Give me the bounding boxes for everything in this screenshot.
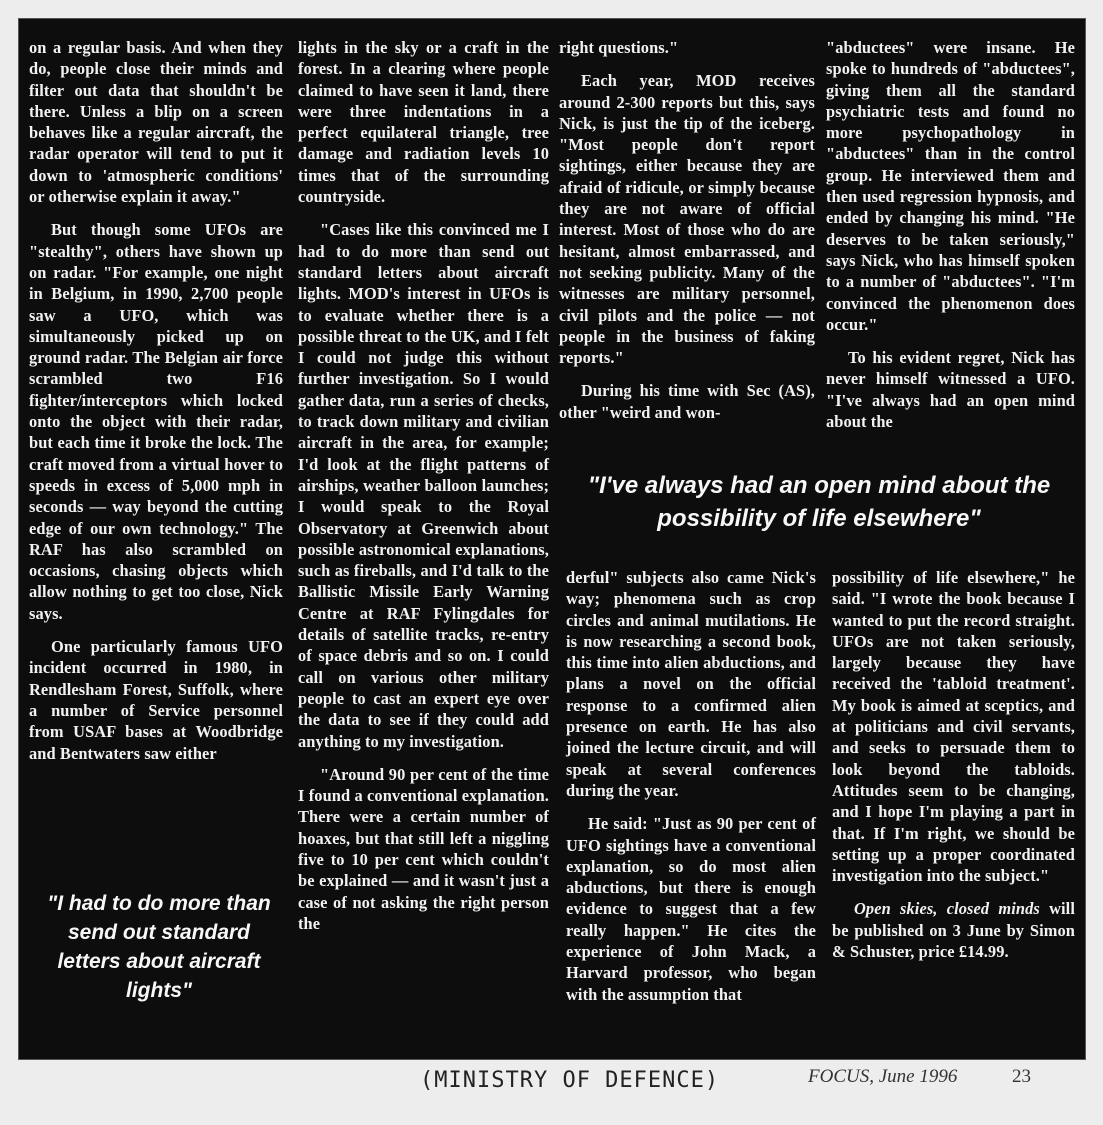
newspaper-clipping [18,18,1086,1060]
paragraph: on a regular basis. And when they do, people close their minds and filter out data that shouldn't be there. Unless a blip on a screen behaves like a regular aircraft, the radar operator will tend to put it down to 'atmospheric conditions' or otherwise explain it away." [29,38,283,207]
article-column-4-lower [832,567,1075,962]
book-publication-details: will be published on 3 June by Simon & Schuster, price £14.99. [832,899,1075,962]
paragraph: derful" subjects also came Nick's way; phenomena such as crop circles and animal mutilations. He is now researching a second book, this time into alien abductions, and plans a novel on the official response to a confirmed alien presence on earth. He has also joined the lecture circuit, and will speak at several conferences during the year. [566,568,816,800]
article-column-3-lower [566,567,816,1005]
paragraph: "abductees" were insane. He spoke to hundreds of "abductees", giving them all the standard psychiatric tests and found no more psychopathology in "abductees" than in the control group. He interviewed them and then used regression hypnosis, and ended by changing his mind. "He deserves to be taken seriously," says Nick, who has himself spoken to a number of "abductees". "I'm convinced the phenomenon does occur." [826,38,1075,334]
article-column-3 [559,37,815,423]
page-number: 23 [1012,1066,1031,1087]
book-title: Open skies, closed minds [854,899,1040,919]
paragraph: "Cases like this convinced me I had to do more than send out standard letters about aircraft lights. MOD's interest in UFOs is to evaluate whether there is a possible threat to the UK, and I felt I could not judge this without further investigation. So I would gather data, run a series of checks, to track down military and civilian aircraft in the area, for example; I'd look at the flight patterns of airships, weather balloon launches; I would speak to the Royal Observatory at Greenwich about possible astronomical explanations, such as fireballs, and I'd talk to the Ballistic Missile Early Warning Centre at RAF Fylingdales for details of satellite tracks, re-entry of space debris and so on. I could call on various other military people to cast an expert eye over the data to see if they could add anything to my investigation. [298,220,549,751]
pull-quote-left: "I had to do more than send out standard letters about aircraft lights" [47,892,271,1002]
paragraph: "Around 90 per cent of the time I found a conventional explanation. There were a certain number of hoaxes, but that still left a niggling five to 10 per cent which couldn't be explained — and it wasn't just a case of not asking the right person the [298,764,549,933]
magazine-issue: FOCUS, June 1996 [808,1066,958,1087]
paragraph: right questions." [559,38,679,57]
article-column-4 [826,37,1075,432]
article-column-2 [298,37,549,934]
paragraph: One particularly famous UFO incident occurred in 1980, in Rendlesham Forest, Suffolk, where a number of Service personnel from USAF bases at Woodbridge and Bentwaters saw either [29,637,283,763]
paragraph: Each year, MOD receives around 2-300 reports but this, says Nick, is just the tip of the iceberg. "Most people don't report sightings, either because they are afraid of ridicule, or simply because they are not aware of official interest. Most of those who do are hesitant, almost embarrassed, and not seeking publicity. Many of the witnesses are military personnel, civil pilots and the police — not people in the business of faking reports." [559,71,815,368]
paragraph: lights in the sky or a craft in the forest. In a clearing where people claimed to have seen it land, there were three indentations in a perfect equilateral triangle, tree damage and radiation levels 10 times that of the surrounding countryside. [298,38,549,207]
article-column-1 [29,37,283,764]
page-footer [420,1068,1080,1118]
handwritten-annotation: (MINISTRY OF DEFENCE) [420,1068,720,1093]
paragraph: During his time with Sec (AS), other "weird and won- [559,381,815,422]
paragraph: But though some UFOs are "stealthy", others have shown up on radar. "For example, one night in Belgium, in 1990, 2,700 people saw a UFO, which was simultaneously picked up on ground radar. The Belgian air force scrambled two F16 fighter/interceptors which locked onto the object with their radar, but each time it broke the lock. The craft moved from a virtual hover to speeds in excess of 5,000 mph in seconds — way beyond the cutting edge of our own technology." The RAF has also scrambled on occasions, chasing objects which allow nothing to get too close, Nick says. [29,220,283,623]
paragraph: possibility of life elsewhere," he said. "I wrote the book because I wanted to put the record straight. UFOs are not taken seriously, largely because they have received the 'tabloid treatment'. My book is aimed at sceptics, and at politicians and civil servants, and seeks to persuade them to look beyond the tabloids. Attitudes seem to be changing, and I hope I'm playing a part in that. If I'm right, we should be setting up a proper coordinated investigation into the subject." [832,568,1075,886]
book-byline [832,898,1075,962]
pull-quote-main: "I've always had an open mind about the possibility of life elsewhere" [587,472,1051,532]
paragraph: To his evident regret, Nick has never himself witnessed a UFO. "I've always had an open mind about the [826,348,1075,432]
paragraph: He said: "Just as 90 per cent of UFO sightings have a conventional explanation, so do most alien abductions, but there is enough evidence to suggest that a few really happen." He cites the experience of John Mack, a Harvard professor, who began with the assumption that [566,814,816,1004]
